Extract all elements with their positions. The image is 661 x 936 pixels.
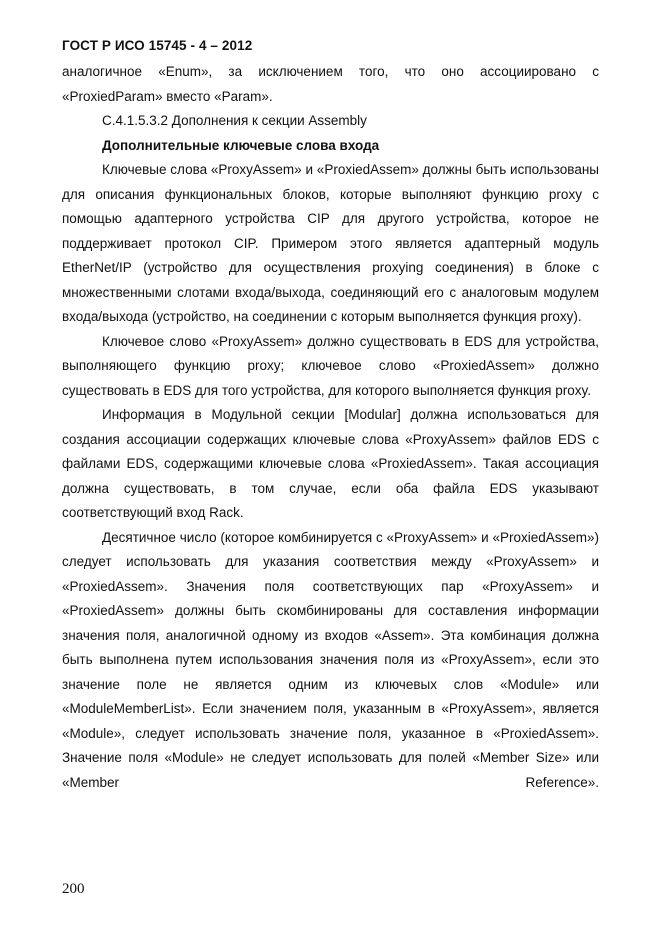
section-heading: C.4.1.5.3.2 Дополнения к секции Assembly (102, 113, 367, 128)
paragraph: Десятичное число (которое комбинируется с «ProxyAssem» и «ProxiedAssem») следует использовать для указания соответствия между «ProxyAssem» и «ProxiedAssem». Значения поля соответствующих пар «ProxyAssem» и «ProxiedAssem» должны быть скомбинированы для составления информации значения поля, аналогичной одному из входов «Assem». Эта комбинация должна быть выполнена путем использования значения поля из «ProxyAssem», если это значение поле не является одним из ключевых слов «Module» или «ModuleMemberList». Если значением поля, указанным в «ProxyAssem», является «Module», следует использовать значение поля, указанное в «ProxiedAssem». Значение поля «Module» не следует использовать для полей «Member Size» или «Member Reference». (62, 529, 599, 790)
subsection-heading: Дополнительные ключевые слова входа (102, 137, 380, 153)
paragraph: Ключевое слово «ProxyAssem» должно существовать в EDS для устройства, выполняющего функцию proxy; ключевое слово «ProxiedAssem» должно существовать в EDS для того устройства, для которого выполняется функция proxy. (62, 333, 599, 398)
document-header: ГОСТ Р ИСО 15745 - 4 – 2012 (62, 38, 253, 53)
page-number: 200 (62, 881, 85, 897)
paragraph-continuation: аналогичное «Enum», за исключением того, что оно ассоциировано с «ProxiedParam» вместо «Param». (62, 64, 599, 104)
document-body (62, 60, 599, 795)
paragraph: Информация в Модульной секции [Modular] должна использоваться для создания ассоциации содержащих ключевые слова «ProxyAssem» файлов EDS с файлами EDS, содержащими ключевые слова «ProxiedAssem». Такая ассоциация должна существовать, в том случае, если оба файла EDS указывают соответствующий вход Rack. (62, 407, 599, 520)
paragraph: Ключевые слова «ProxyAssem» и «ProxiedAssem» должны быть использованы для описания функциональных блоков, которые выполняют функцию proxy с помощью адаптерного устройства CIP для другого устройства, которое не поддерживает протокол CIP. Примером этого является адаптерный модуль EtherNet/IP (устройство для осуществления proxying соединения) в блоке с множественными слотами входа/выхода, соединяющий его с аналоговым модулем входа/выхода (устройство, на соединении с которым выполняется функция proxy). (62, 162, 599, 324)
